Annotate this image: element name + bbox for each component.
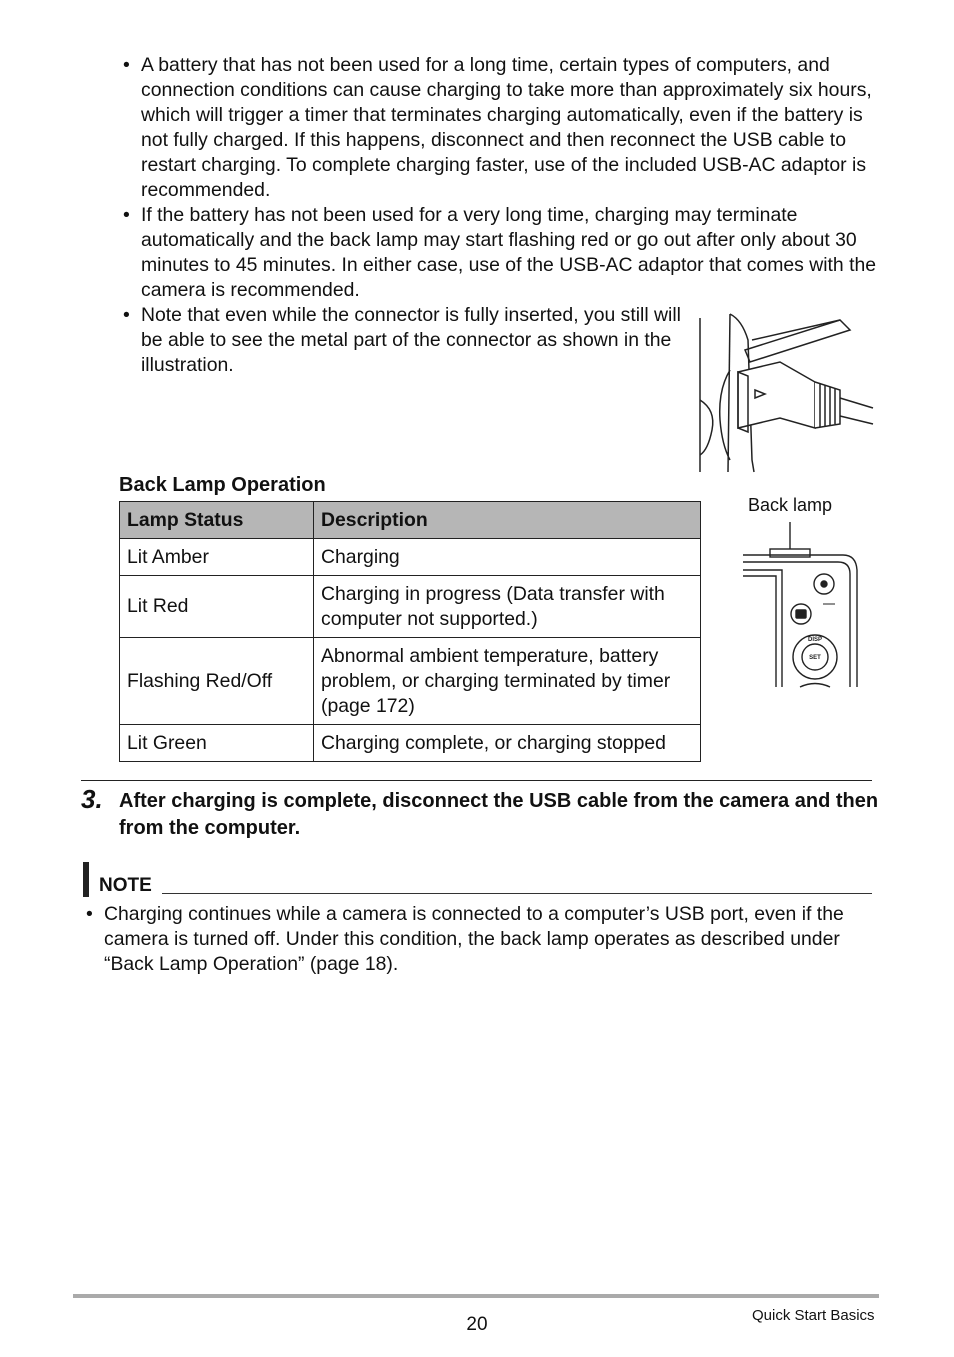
note-label: NOTE bbox=[99, 875, 152, 896]
table-row bbox=[120, 576, 701, 638]
lamp-status-cell: Lit Green bbox=[120, 725, 314, 762]
table-row bbox=[120, 638, 701, 725]
footer-divider bbox=[73, 1294, 879, 1298]
set-button-label: SET bbox=[809, 655, 821, 661]
page-number: 20 bbox=[466, 1314, 488, 1335]
note-divider bbox=[162, 893, 872, 894]
bullet-item: • Note that even while the connector is fully inserted, you still will be able to see the metal part of the connector as shown in the illustration. bbox=[120, 303, 701, 378]
footer-section-label: Quick Start Basics bbox=[752, 1307, 875, 1324]
description-cell: Charging bbox=[314, 539, 701, 576]
step-divider bbox=[81, 780, 872, 781]
step-number: 3. bbox=[81, 784, 103, 814]
column-header-lamp-status: Lamp Status bbox=[120, 502, 314, 539]
description-cell: Charging complete, or charging stopped bbox=[314, 725, 701, 762]
table-row bbox=[120, 539, 701, 576]
description-cell: Abnormal ambient temperature, battery problem, or charging terminated by timer (page 172) bbox=[314, 638, 701, 725]
lamp-status-cell: Lit Amber bbox=[120, 539, 314, 576]
section-title: Back Lamp Operation bbox=[119, 474, 326, 496]
column-header-description: Description bbox=[314, 502, 701, 539]
note-bullet: • Charging continues while a camera is connected to a computer’s USB port, even if the camera is turned off. Under this condition, the back lamp operates as described under “Back Lamp Operation” (page 18). bbox=[83, 902, 873, 977]
note-body bbox=[83, 902, 873, 977]
lamp-status-cell: Lit Red bbox=[120, 576, 314, 638]
back-lamp-label: Back lamp bbox=[748, 495, 833, 515]
bullet-item: • A battery that has not been used for a long time, certain types of computers, and connection conditions can cause charging to take more than approximately six hours, which will trigger a timer that terminates charging automatically, even if the battery is not fully charged. If this happens, disconnect and then reconnect the USB cable to restart charging. To complete charging faster, use of the included USB-AC adaptor is recommended. bbox=[120, 53, 880, 203]
description-cell: Charging in progress (Data transfer with computer not supported.) bbox=[314, 576, 701, 638]
lamp-status-cell: Flashing Red/Off bbox=[120, 638, 314, 725]
table-row bbox=[120, 725, 701, 762]
table-header-row bbox=[120, 502, 701, 539]
usb-connector-illustration bbox=[690, 310, 875, 476]
note-bar bbox=[83, 862, 89, 897]
step-text: After charging is complete, disconnect the USB cable from the camera and then from the computer. bbox=[119, 790, 879, 839]
bullet-item: • If the battery has not been used for a very long time, charging may terminate automatically and the back lamp may start flashing red or go out after only about 30 minutes to 45 minutes. In either case, use of the USB-AC adaptor that comes with the camera is recommended. bbox=[120, 203, 880, 303]
back-lamp-table bbox=[119, 501, 701, 762]
disp-button-label: DISP bbox=[807, 637, 823, 643]
camera-back-illustration bbox=[738, 522, 863, 692]
